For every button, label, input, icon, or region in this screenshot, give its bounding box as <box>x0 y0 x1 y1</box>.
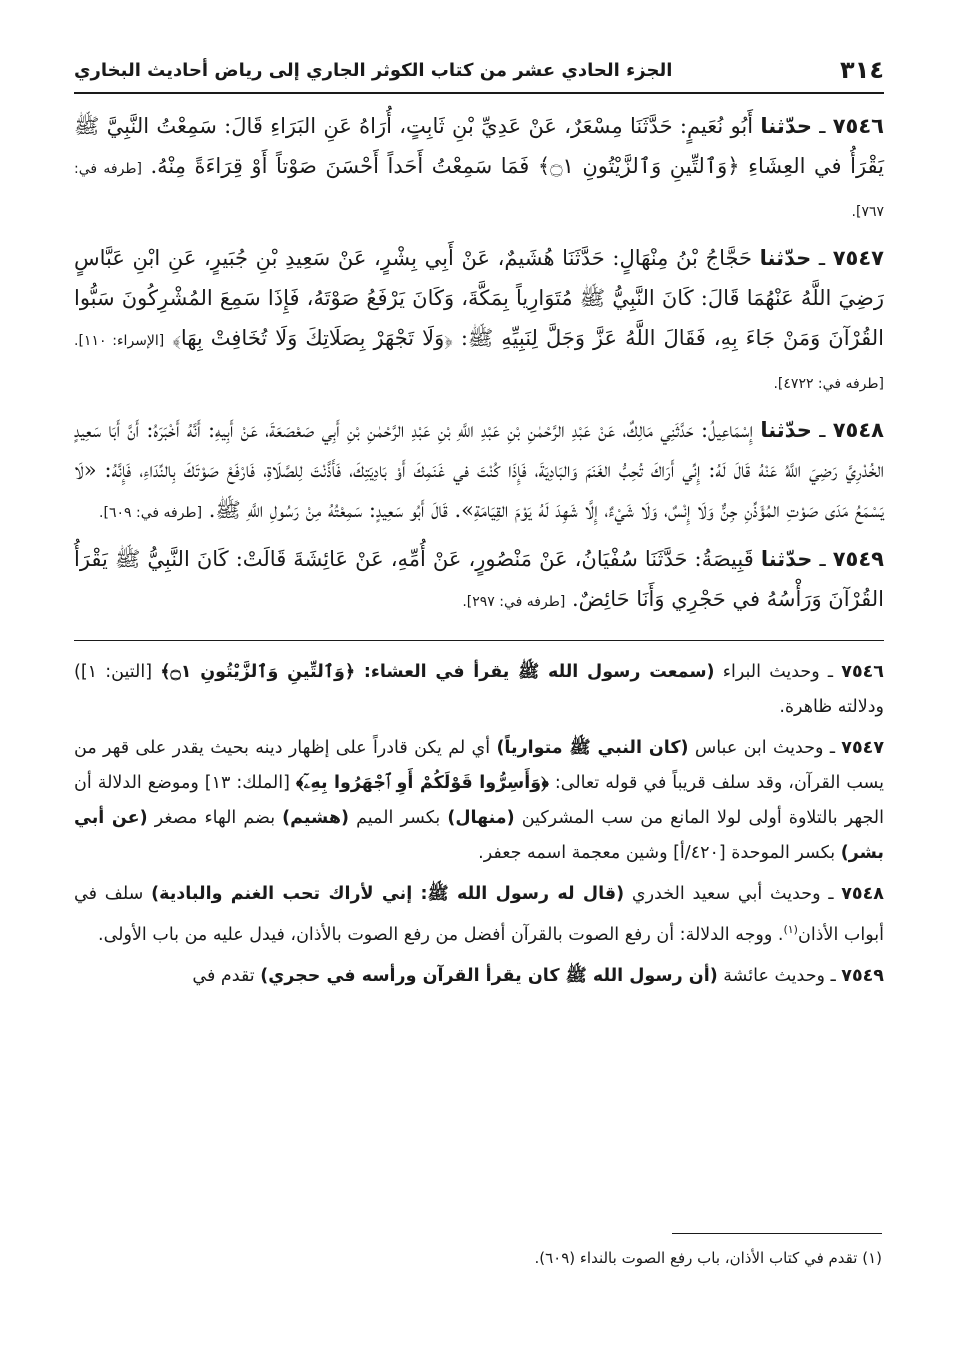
narration-lead: حدّثنا <box>760 547 813 571</box>
commentary-text: أي لم يكن قادراً على إظهار دينه بحيث يقدر على قهر من يسب القرآن، وقد سلف قريباً في قوله تعالى: <box>74 738 885 793</box>
hadith-body: أَبُو نُعَيمٍ: حَدَّثَنَا مِسْعَرٌ، عَنْ عَدِيِّ بْنِ ثَابِتٍ، أُرَاهُ عَنِ البَرَاءِ قَالَ: سَمِعْتُ النَّبِيَّ ﷺ يَقْرَأُ في العِشَاءِ ﴿وَٱلتِّينِ وَٱلزَّيْتُونِ ۝١﴾ فَمَا سَمِعْتُ أَحَداً أَحْسَنَ صَوْتاً أَوْ قِرَاءَةً مِنْهُ. <box>74 114 885 178</box>
commentary-quote: (أن رسول الله ﷺ كان يقرأ القرآن ورأسه في حجري) <box>260 965 718 986</box>
hadith-number: ٧٥٤٨ <box>832 418 884 442</box>
commentary-dash: ـ <box>819 662 842 682</box>
cross-reference: [طرفه في: ٢٩٧]. <box>462 594 566 610</box>
hadith-body: قَبِيصَةُ: حَدَّثَنَا سُفْيَانُ، عَنْ مَنْصُورٍ، عَنْ أُمِّهِ، عَنْ عَائِشَةَ قَالَتْ: كَانَ النَّبِيُّ ﷺ يَقْرَأُ القُرْآنَ وَرَأْسُهُ في حَجْرِي وَأَنَا حَائِضٌ. <box>74 547 884 611</box>
commentary-text: . ووجه الدلالة: أن رفع الصوت بالقرآن أفضل من رفع الصوت بالأذان، فيدل عليه من باب الأولى. <box>98 924 784 945</box>
commentary-text: [التين: ١]) ودلالته ظاهرة. <box>74 662 884 717</box>
hadith-body: حَجَّاجُ بْنُ مِنْهَالٍ: حَدَّثَنَا هُشَيمٌ، عَنْ أَبِي بِشْرٍ، عَنْ سَعِيدِ بْنِ جُبَيرٍ، عَنِ ابْنِ عَبَّاسٍ رَضِيَ اللَّهُ عَنْهُمَا قَالَ: كَانَ النَّبِيُّ ﷺ مُتَوَارِياً بِمَكَّةَ، وَكَانَ يَرْفَعُ صَوْتَهُ، فَإِذَا سَمِعَ المُشْرِكُونَ سَبُّوا القُرْآنَ وَمَنْ جَاءَ بِهِ، فَقَالَ اللَّهُ عَزَّ وَجَلَّ لِنَبِيِّهِ ﷺ: ﴿وَلَا تَجْهَرْ بِصَلَاتِكَ وَلَا تُخَافِتْ بِهَا﴾ <box>74 246 884 350</box>
hadith-body: إِسْمَاعِيلُ: حَدَّثَنِي مَالِكٌ، عَنْ عَبْدِ الرَّحْمٰنِ بْنِ عَبْدِ اللَّهِ بْنِ عَبْدِ الرَّحْمٰنِ بْنِ أَبِي صَعْصَعَةَ، عَنْ أَبِيهِ: أَنَّهُ أَخْبَرَهُ: أَنَّ أَبَا سَعِيدٍ الخُدْرِيَّ رَضِيَ اللَّهُ عَنْهُ قَالَ لَهُ: إِنِّي أَرَاكَ تُحِبُّ الغَنَمَ وَالبَادِيَةَ، فَإِذَا كُنْتَ في غَنَمِكَ أَوْ بَادِيَتِكَ، فَأَذَّنْتَ لِلصَّلَاةِ، فَارْفَعْ صَوْتَكَ بِالنِّدَاءِ، فَإِنَّهُ: «لَا يَسْمَعُ مَدَى صَوْتِ المُؤَذِّنِ جِنٌّ وَلَا إِنْسٌ، وَلَا شَيْءٌ، إِلَّا شَهِدَ لَهُ يَوْمَ القِيَامَةِ». قَالَ أَبُو سَعِيدٍ: سَمِعْتُهُ مِنْ رَسُولِ اللَّهِ ﷺ. <box>74 418 884 522</box>
commentary-text: وحديث أبي سعيد الخدري <box>624 884 821 904</box>
commentary-section <box>74 655 884 994</box>
commentary-text: [الملك: ١٣] وموضع الدلالة أن الجهر بالتلاوة أولى لولا المانع من سب المشركين <box>74 773 884 828</box>
section-divider <box>74 640 884 641</box>
commentary-dash: ـ <box>825 965 842 986</box>
commentary-quote: (عن أبي بشر) <box>74 808 884 863</box>
commentary-7546 <box>74 655 884 725</box>
narration-lead: حدّثنا <box>759 246 812 270</box>
commentary-text: تقدم في <box>192 965 261 986</box>
commentary-text: وحديث عائشة <box>717 965 825 986</box>
commentary-7547 <box>74 731 884 871</box>
narration-lead: حدّثنا <box>760 418 812 442</box>
commentary-7549 <box>74 959 884 994</box>
cross-reference: [طرفه في: ٦٠٩]. <box>99 505 203 521</box>
hadith-dash: ـ <box>811 418 833 442</box>
hadith-dash: ـ <box>812 547 833 571</box>
commentary-quote: ﴿وَأَسِرُّوا قَوْلَكُمْ أَوِ ٱجْهَرُوا بِهِۦٓ﴾ <box>295 773 549 793</box>
commentary-quote: (منهال) <box>447 808 515 828</box>
footnote <box>72 1249 882 1267</box>
commentary-text: وحديث ابن عباس <box>688 738 824 758</box>
cross-reference: [الإسراء: ١١٠]. [طرفه في: ٤٧٢٢]. <box>74 333 884 392</box>
commentary-quote: (كان النبي ﷺ متوارياً) <box>496 738 689 758</box>
footnote-number: (١) <box>862 1249 882 1267</box>
commentary-number: ٧٥٤٨ <box>841 884 884 904</box>
commentary-text: بضم الهاء مصغر <box>147 808 283 828</box>
commentary-text: بكسر الميم <box>348 808 448 828</box>
commentary-quote: (سمعت رسول الله ﷺ يقرأ في العشاء: ﴿وَٱلتِّينِ وَٱلزَّيْتُونِ ۝١﴾ <box>160 662 715 682</box>
hadith-7547 <box>74 238 884 404</box>
hadith-number: ٧٥٤٩ <box>832 547 884 571</box>
hadith-7549 <box>74 539 884 622</box>
footnote-divider <box>672 1233 882 1234</box>
hadith-number: ٧٥٤٦ <box>832 114 884 138</box>
commentary-number: ٧٥٤٩ <box>841 965 884 986</box>
book-page <box>74 52 884 1000</box>
page-header <box>74 52 884 94</box>
hadith-7548 <box>74 410 884 533</box>
commentary-7548 <box>74 877 884 953</box>
commentary-text: سلف في أبواب الأذان <box>74 884 884 945</box>
hadith-text-section <box>74 106 884 622</box>
commentary-dash: ـ <box>823 738 842 758</box>
page-number: ٣١٤ <box>840 56 884 84</box>
commentary-dash: ـ <box>820 884 842 904</box>
commentary-number: ٧٥٤٦ <box>841 662 884 682</box>
hadith-dash: ـ <box>811 114 833 138</box>
commentary-text: بكسر الموحدة [٤٢٠/أ] وشين معجمة اسمه جعفر. <box>478 843 841 863</box>
commentary-quote: (هشيم) <box>282 808 349 828</box>
hadith-number: ٧٥٤٧ <box>832 246 884 270</box>
narration-lead: حدّثنا <box>760 114 812 138</box>
footnote-marker[interactable]: (١) <box>783 923 798 936</box>
running-title: الجزء الحادي عشر من كتاب الكوثر الجاري إلى رياض أحاديث البخاري <box>74 60 673 81</box>
hadith-7546 <box>74 106 884 232</box>
cross-reference: [طرفه في: ٧٦٧]. <box>74 161 884 220</box>
commentary-text: وحديث البراء <box>714 662 820 682</box>
commentary-number: ٧٥٤٧ <box>841 738 885 758</box>
hadith-dash: ـ <box>811 246 833 270</box>
commentary-quote: (قال له رسول الله ﷺ: إني لأراك تحب الغنم والبادية) <box>151 884 625 904</box>
footnote-text: تقدم في كتاب الأذان، باب رفع الصوت بالنداء (٦٠٩). <box>534 1249 863 1267</box>
